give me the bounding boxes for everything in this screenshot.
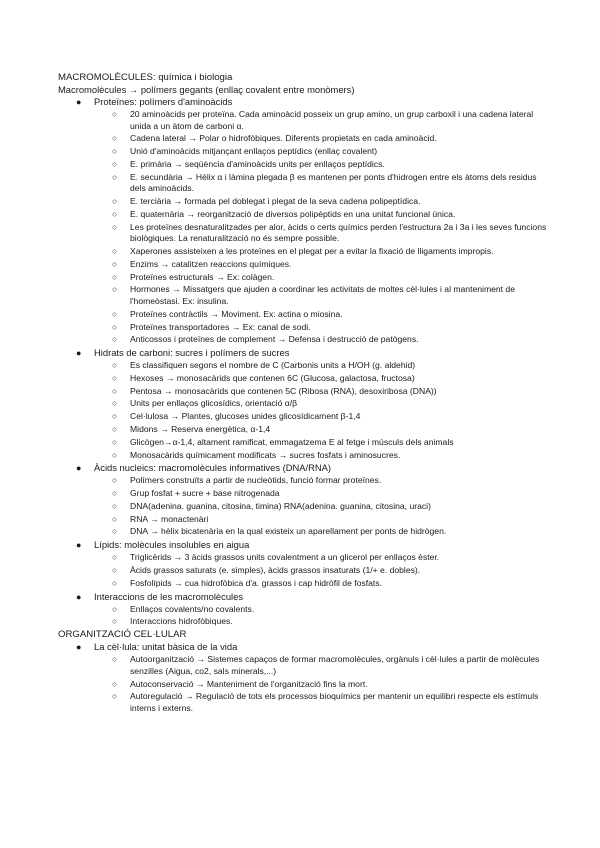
list-item-text: Àcids grassos saturats (e. simples), àcids grassos insaturats (1/+ e. dobles). (130, 565, 421, 576)
bullet-hollow-icon: ○ (112, 654, 118, 665)
list-item (58, 146, 548, 158)
list-item-text: Triglicèrids → 3 àcids grassos units covalentment a un glicerol per enllaços èster. (130, 552, 440, 563)
list-item-text: Fosfolípids → cua hidrofòbica d'a. grassos i cap hidròfil de fosfats. (130, 577, 382, 588)
list-item-text: Interaccions hidrofòbiques. (130, 616, 233, 627)
list-item-text: Autoconservació → Manteniment de l'organització fins la mort. (130, 678, 368, 689)
list-item-text: Cadena lateral → Polar o hidrofòbiques. Diferents propietats en cada aminoàcid. (130, 133, 437, 144)
subitem-list (58, 360, 548, 461)
list-item (58, 398, 548, 410)
bullet-hollow-icon: ○ (112, 411, 118, 422)
list-item-text: Autoorganització → Sistemes capaços de formar macromolècules, orgànuls i cèl·lules a partir de molècules senzilles (Aigua, co2, sals minerals,...) (130, 654, 540, 676)
bullet-hollow-icon: ○ (112, 284, 118, 295)
list-item (58, 691, 548, 714)
list-item-text: Pentosa → monosacàrids que contenen 5C (Ribosa (RNA), desoxiribosa (DNA)) (130, 385, 437, 396)
list-item-text: Proteïnes estructurals → Ex: colàgen. (130, 271, 275, 282)
bullet-hollow-icon: ○ (112, 436, 118, 447)
bullet-filled-icon: ● (76, 540, 82, 551)
outline-list-macromolecules (58, 96, 548, 628)
list-item (58, 272, 548, 284)
list-item-text: Xaperones assisteixen a les proteïnes en el plegat per a evitar la fixació de lligaments impropis. (130, 246, 494, 257)
list-item (58, 246, 548, 258)
section-label: Àcids nucleics: macromolècules informatives (DNA/RNA) (94, 462, 332, 474)
list-item (58, 209, 548, 221)
bullet-hollow-icon: ○ (112, 577, 118, 588)
list-item (58, 475, 548, 487)
outline-section (58, 539, 548, 551)
bullet-hollow-icon: ○ (112, 171, 118, 182)
bullet-filled-icon: ● (76, 348, 82, 359)
section-label: Proteïnes: polímers d'aminoàcids (94, 96, 233, 107)
list-item (58, 679, 548, 691)
list-item-text: Hexoses → monosacàrids que contenen 6C (Glucosa, galactosa, fructosa) (130, 372, 415, 383)
subitems-container (58, 552, 548, 589)
bullet-hollow-icon: ○ (112, 565, 118, 576)
bullet-hollow-icon: ○ (112, 372, 118, 383)
list-item (58, 360, 548, 372)
list-item-text: 20 aminoàcids per proteïna. Cada aminoàcid posseix un grup amino, un grup carboxil i una cadena lateral unida a un àtom de carboni α. (130, 109, 534, 131)
bullet-hollow-icon: ○ (112, 552, 118, 563)
list-item-text: Hormones → Missatgers que ajuden a coordinar les activitats de moltes cèl·lules i al manteniment de l'homeòstasi. Ex: insulina. (130, 284, 515, 306)
bullet-hollow-icon: ○ (112, 258, 118, 269)
list-item-text: Les proteïnes desnaturalitzades per alor, àcids o certs químics perden l'estructura 2a i 3a i les seves funcions biològiques. La renaturalització no és sempre possible. (130, 221, 547, 244)
bullet-hollow-icon: ○ (112, 196, 118, 207)
bullet-hollow-icon: ○ (112, 475, 118, 486)
list-item (58, 386, 548, 398)
bullet-hollow-icon: ○ (112, 158, 118, 169)
list-item (58, 284, 548, 307)
outline-section (58, 347, 548, 359)
outline-section (58, 641, 548, 653)
list-item (58, 552, 548, 564)
outline-list-cellular (58, 641, 548, 714)
list-item-text: RNA → monactenàri (130, 513, 209, 524)
bullet-hollow-icon: ○ (112, 334, 118, 345)
bullet-hollow-icon: ○ (112, 246, 118, 257)
list-item (58, 334, 548, 346)
subitem-list (58, 475, 548, 538)
list-item-text: DNA(adenina. guanina, citosina, timina) RNA(adenina. guanina, citosina, uraci) (130, 500, 431, 511)
list-item-text: Autoregulació → Regulació de tots els processos bioquímics per mantenir un equilibri respecte els estímuls interns i externs. (130, 691, 539, 713)
section-label: La cèl·lula: unitat bàsica de la vida (94, 641, 238, 653)
bullet-hollow-icon: ○ (112, 513, 118, 524)
list-item-text: Es classifiquen segons el nombre de C (Carbonis units a H/OH (g. aldehid) (130, 360, 416, 371)
list-item (58, 159, 548, 171)
list-item-text: E. primària → seqüència d'aminoàcids units per enllaços peptídics. (130, 158, 385, 169)
bullet-filled-icon: ● (76, 463, 82, 474)
bullet-hollow-icon: ○ (112, 321, 118, 332)
bullet-hollow-icon: ○ (112, 488, 118, 499)
list-item (58, 411, 548, 423)
section-label: Lípids: molècules insolubles en aigua (94, 539, 250, 551)
section-label: Hidrats de carboni: sucres i polímers de sucres (94, 347, 290, 359)
subitem-list (58, 654, 548, 714)
list-item (58, 526, 548, 538)
list-item-text: Proteïnes transportadores → Ex: canal de sodi. (130, 321, 311, 332)
list-item (58, 259, 548, 271)
list-item (58, 196, 548, 208)
list-item (58, 322, 548, 334)
bullet-hollow-icon: ○ (112, 221, 118, 232)
list-item (58, 565, 548, 577)
bullet-hollow-icon: ○ (112, 385, 118, 396)
list-item-text: Midons → Reserva energètica, α-1,4 (130, 424, 271, 434)
list-item (58, 437, 548, 449)
list-item (58, 109, 548, 132)
bullet-hollow-icon: ○ (112, 616, 118, 627)
bullet-hollow-icon: ○ (112, 146, 118, 157)
subitem-list (58, 552, 548, 589)
bullet-hollow-icon: ○ (112, 208, 118, 219)
list-item (58, 654, 548, 677)
subitems-container (58, 109, 548, 346)
subitem-list (58, 109, 548, 346)
bullet-hollow-icon: ○ (112, 500, 118, 511)
list-item-text: Cel·lulosa → Plantes, glucoses unides glicosídicament β-1,4 (130, 411, 361, 422)
list-item (58, 514, 548, 526)
document-title: MACROMOLÈCULES: química i biologia (58, 72, 233, 83)
subitems-container (58, 654, 548, 714)
outline-section (58, 591, 548, 603)
list-item-text: E. secundària → Hèlix α i làmina plegada β es mantenen per ponts d'hidrogen entre els àtoms dels residus dels aminoàcids. (130, 171, 537, 194)
bullet-hollow-icon: ○ (112, 526, 118, 537)
section-heading: ORGANITZACIÓ CEL·LULAR (58, 629, 187, 641)
subitems-container (58, 604, 548, 628)
bullet-filled-icon: ● (76, 642, 82, 653)
bullet-hollow-icon: ○ (112, 449, 118, 460)
outline-section (58, 462, 548, 474)
bullet-hollow-icon: ○ (112, 603, 118, 614)
list-item-text: DNA → hèlix bicatenària en la qual existeix un aparellament per ponts de hidrògen. (130, 526, 447, 537)
bullet-hollow-icon: ○ (112, 424, 118, 434)
list-item-text: Units per enllaços glicosídics, orientació α/β (130, 398, 298, 409)
list-item (58, 309, 548, 321)
list-item-text: Enzims → catalitzen reaccions químiques. (130, 258, 292, 269)
list-item (58, 616, 548, 628)
list-item (58, 222, 548, 245)
list-item-text: Unió d'aminoàcids mitjançant enllaços peptídics (enllaç covalent) (130, 146, 378, 157)
list-item-text: E. quaternària → reorganització de diversos polipèptids en una unitat funcional única. (130, 208, 456, 219)
bullet-hollow-icon: ○ (112, 678, 118, 689)
list-item-text: Enllaços covalents/no covalents. (130, 603, 255, 614)
bullet-hollow-icon: ○ (112, 308, 118, 319)
bullet-hollow-icon: ○ (112, 398, 118, 409)
list-item (58, 133, 548, 145)
list-item-text: E. terciària → formada pel doblegat i plegat de la seva cadena polipeptídica. (130, 196, 421, 207)
bullet-hollow-icon: ○ (112, 109, 118, 119)
bullet-filled-icon: ● (76, 591, 82, 602)
subitems-container (58, 360, 548, 461)
notes-content (58, 72, 548, 716)
subitem-list (58, 604, 548, 628)
list-item (58, 424, 548, 436)
bullet-hollow-icon: ○ (112, 691, 118, 702)
list-item-text: Proteïnes contràctils → Moviment. Ex: actina o miosina. (130, 308, 343, 319)
list-item (58, 604, 548, 616)
list-item (58, 578, 548, 590)
outline-section (58, 96, 548, 108)
list-item (58, 501, 548, 513)
bullet-filled-icon: ● (76, 97, 82, 107)
subitems-container (58, 475, 548, 538)
document-subtitle: Macromolècules → polímers gegants (enllaç covalent entre monòmers) (58, 84, 355, 95)
section-label: Interaccions de les macromolècules (94, 590, 244, 602)
list-item (58, 373, 548, 385)
bullet-hollow-icon: ○ (112, 360, 118, 371)
list-item-text: Polímers construïts a partir de nucleòtids, funció formar proteïnes. (130, 475, 382, 486)
list-item (58, 172, 548, 195)
list-item-text: Glicògen→α-1,4, altament ramificat, emmagatzema E al fetge i músculs dels animals (130, 436, 454, 447)
list-item (58, 450, 548, 462)
list-item-text: Grup fosfat + sucre + base nitrogenada (130, 488, 280, 499)
bullet-hollow-icon: ○ (112, 133, 118, 144)
list-item (58, 488, 548, 500)
list-item-text: Anticossos i proteïnes de complement → Defensa i destrucció de patògens. (130, 334, 419, 345)
list-item-text: Monosacàrids químicament modificats → sucres fosfats i aminosucres. (130, 449, 401, 460)
bullet-hollow-icon: ○ (112, 271, 118, 282)
